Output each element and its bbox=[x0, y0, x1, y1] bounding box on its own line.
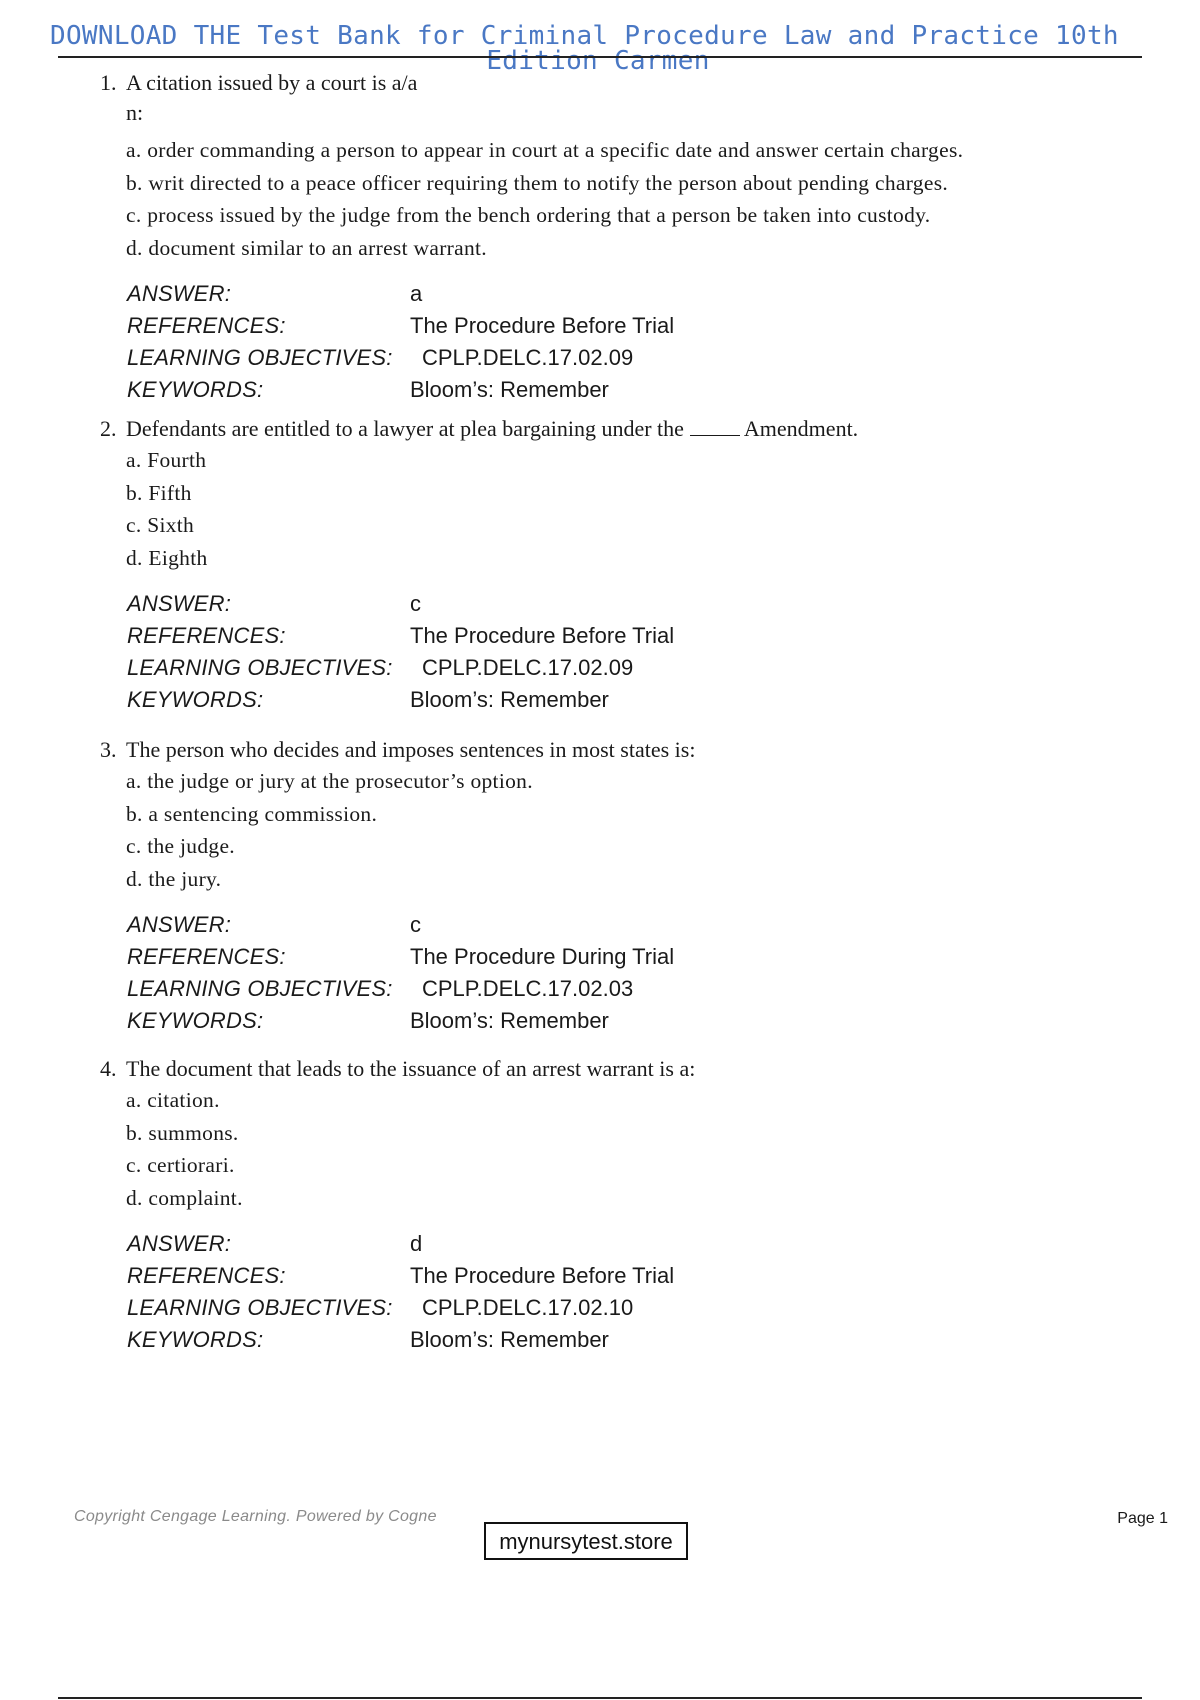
question-3-stem-text: The person who decides and imposes sentences in most states is: bbox=[126, 737, 696, 762]
question-2-metadata bbox=[127, 588, 1080, 716]
fill-in-blank bbox=[690, 417, 740, 436]
option-b: b. a sentencing commission. bbox=[126, 801, 378, 826]
answer-value: d bbox=[410, 1231, 423, 1256]
answer-value: c bbox=[410, 912, 421, 937]
option-c: c. the judge. bbox=[126, 834, 235, 858]
question-1-stem bbox=[100, 68, 1080, 128]
option-d: d. Eighth bbox=[126, 545, 208, 570]
question-2 bbox=[100, 414, 1080, 716]
question-number: 3. bbox=[100, 737, 117, 762]
option-b: b. Fifth bbox=[126, 480, 192, 505]
references-label: REFERENCES: bbox=[127, 944, 286, 969]
learning-objectives-label: LEARNING OBJECTIVES: bbox=[127, 1295, 393, 1320]
keywords-value: Bloom’s: Remember bbox=[410, 1008, 609, 1033]
site-stamp: mynursytest.store bbox=[484, 1522, 688, 1560]
answer-value: c bbox=[410, 591, 421, 616]
question-2-stem-text: Defendants are entitled to a lawyer at plea bargaining under the bbox=[126, 416, 684, 441]
option-d: d. document similar to an arrest warrant. bbox=[126, 235, 487, 260]
option-c: c. Sixth bbox=[126, 513, 195, 537]
option-a: a. the judge or jury at the prosecutor’s option. bbox=[126, 769, 533, 793]
option-d: d. complaint. bbox=[126, 1185, 243, 1210]
answer-label: ANSWER: bbox=[127, 912, 232, 937]
keywords-value: Bloom’s: Remember bbox=[410, 377, 609, 402]
keywords-label: KEYWORDS: bbox=[127, 1008, 264, 1033]
banner-line-1[interactable]: DOWNLOAD THE Test Bank for Criminal Procedure Law and Practice 10th bbox=[50, 21, 1119, 51]
question-4 bbox=[100, 1054, 1080, 1356]
references-label: REFERENCES: bbox=[127, 623, 286, 648]
question-1 bbox=[100, 68, 1080, 406]
question-3-stem bbox=[100, 735, 1080, 765]
answer-label: ANSWER: bbox=[127, 281, 232, 306]
question-number: 1. bbox=[100, 70, 117, 95]
question-3 bbox=[100, 735, 1080, 1037]
keywords-label: KEYWORDS: bbox=[127, 1327, 264, 1352]
question-2-stem bbox=[100, 414, 1080, 444]
footer-rule bbox=[58, 1697, 1142, 1699]
question-2-options bbox=[126, 444, 1080, 574]
option-c: c. process issued by the judge from the bench ordering that a person be taken into custody. bbox=[126, 203, 931, 227]
references-value: The Procedure Before Trial bbox=[410, 313, 675, 338]
question-4-metadata bbox=[127, 1228, 1080, 1356]
references-value: The Procedure During Trial bbox=[410, 944, 675, 969]
learning-objectives-label: LEARNING OBJECTIVES: bbox=[127, 976, 393, 1001]
page-number: Page 1 bbox=[1117, 1510, 1168, 1527]
question-number: 4. bbox=[100, 1056, 117, 1081]
question-1-options bbox=[126, 134, 1080, 264]
banner-line-2[interactable]: Edition Carmen bbox=[486, 46, 710, 76]
learning-objectives-value: CPLP.DELC.17.02.03 bbox=[422, 976, 634, 1001]
learning-objectives-label: LEARNING OBJECTIVES: bbox=[127, 655, 393, 680]
question-number: 2. bbox=[100, 416, 117, 441]
option-d: d. the jury. bbox=[126, 866, 222, 891]
option-b: b. writ directed to a peace officer requiring them to notify the person about pending charges. bbox=[126, 170, 949, 195]
references-label: REFERENCES: bbox=[127, 313, 286, 338]
question-4-stem-text: The document that leads to the issuance of an arrest warrant is a: bbox=[126, 1056, 696, 1081]
answer-value: a bbox=[410, 281, 423, 306]
question-2-stem-suffix: Amendment. bbox=[743, 416, 859, 441]
learning-objectives-value: CPLP.DELC.17.02.10 bbox=[422, 1295, 634, 1320]
keywords-label: KEYWORDS: bbox=[127, 687, 264, 712]
copyright-notice: Copyright Cengage Learning. Powered by Cogne bbox=[74, 1508, 437, 1525]
question-3-options bbox=[126, 765, 1080, 895]
question-3-metadata bbox=[127, 909, 1080, 1037]
keywords-value: Bloom’s: Remember bbox=[410, 687, 609, 712]
keywords-value: Bloom’s: Remember bbox=[410, 1327, 609, 1352]
references-value: The Procedure Before Trial bbox=[410, 623, 675, 648]
option-a: a. Fourth bbox=[126, 448, 207, 472]
references-label: REFERENCES: bbox=[127, 1263, 286, 1288]
references-value: The Procedure Before Trial bbox=[410, 1263, 675, 1288]
option-a: a. citation. bbox=[126, 1088, 220, 1112]
header-rule bbox=[58, 56, 1142, 58]
option-b: b. summons. bbox=[126, 1120, 239, 1145]
learning-objectives-value: CPLP.DELC.17.02.09 bbox=[422, 655, 634, 680]
option-a: a. order commanding a person to appear in court at a specific date and answer certain charges. bbox=[126, 138, 964, 162]
learning-objectives-label: LEARNING OBJECTIVES: bbox=[127, 345, 393, 370]
question-1-stem-wrap: n: bbox=[126, 100, 144, 125]
option-c: c. certiorari. bbox=[126, 1153, 235, 1177]
question-1-metadata bbox=[127, 278, 1080, 406]
question-4-stem bbox=[100, 1054, 1080, 1084]
answer-label: ANSWER: bbox=[127, 591, 232, 616]
question-1-stem-text: A citation issued by a court is a/a bbox=[126, 70, 418, 95]
learning-objectives-value: CPLP.DELC.17.02.09 bbox=[422, 345, 634, 370]
question-4-options bbox=[126, 1084, 1080, 1214]
answer-label: ANSWER: bbox=[127, 1231, 232, 1256]
keywords-label: KEYWORDS: bbox=[127, 377, 264, 402]
